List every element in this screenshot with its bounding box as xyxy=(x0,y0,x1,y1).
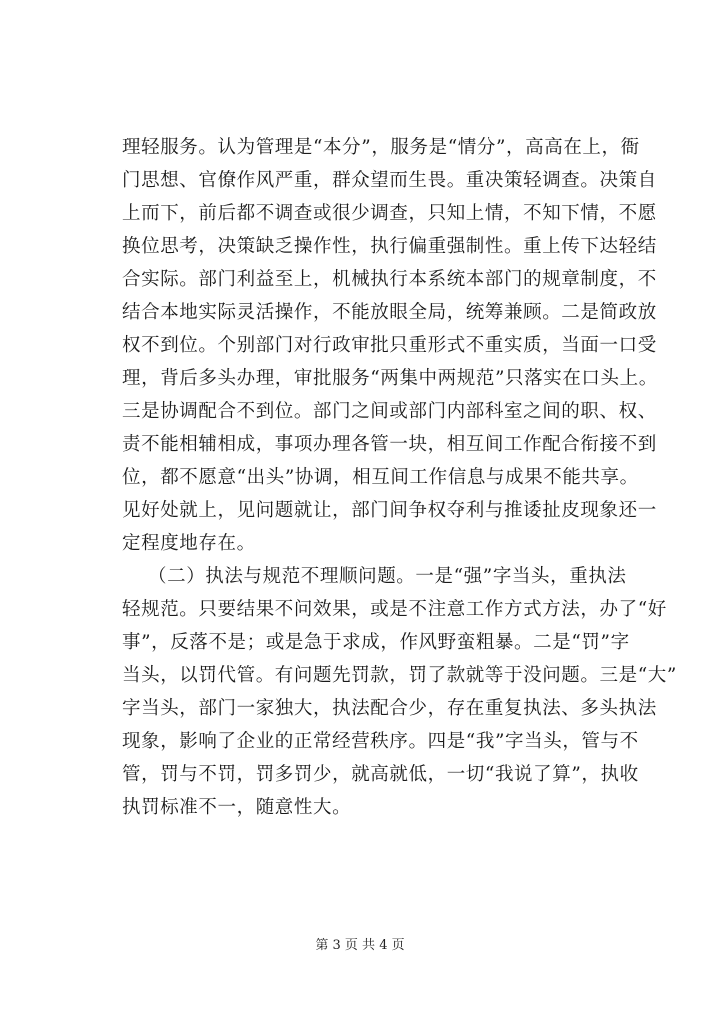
body-text xyxy=(122,131,677,824)
text-line: 上而下，前后都不调查或很少调查，只知上情，不知下情，不愿 xyxy=(122,203,657,224)
text-line: 三是协调配合不到位。部门之间或部门内部科室之间的职、权、 xyxy=(122,401,657,422)
text-line: 位，都不愿意“出头”协调，相互间工作信息与成果不能共享。 xyxy=(122,467,639,488)
text-line: 现象，影响了企业的正常经营秩序。四是“我”字当头，管与不 xyxy=(122,731,639,752)
text-line: 执罚标准不一，随意性大。 xyxy=(122,797,352,818)
text-line: 字当头，部门一家独大，执法配合少，存在重复执法、多头执法 xyxy=(122,698,657,719)
text-line: 当头，以罚代管。有问题先罚款，罚了款就等于没问题。三是“大” xyxy=(122,665,677,686)
text-line: 定程度地存在。 xyxy=(122,533,256,554)
text-line: 结合本地实际灵活操作，不能放眼全局，统筹兼顾。二是简政放 xyxy=(122,302,657,323)
text-line: 门思想、官僚作风严重，群众望而生畏。重决策轻调查。决策自 xyxy=(122,170,657,191)
text-line: 管，罚与不罚，罚多罚少，就高就低，一切“我说了算”，执收 xyxy=(122,764,639,785)
text-line: 见好处就上，见问题就让，部门间争权夺利与推诿扯皮现象还一 xyxy=(122,500,657,521)
text-line: 轻规范。只要结果不问效果，或是不注意工作方式方法，办了“好 xyxy=(122,599,667,620)
text-line: 责不能相辅相成，事项办理各管一块，相互间工作配合衔接不到 xyxy=(122,434,657,455)
text-line: 权不到位。个别部门对行政审批只重形式不重实质，当面一口受 xyxy=(122,335,657,356)
page-number-footer: 第 3 页 共 4 页 xyxy=(315,938,405,953)
text-line: 事”，反落不是；或是急于求成，作风野蛮粗暴。二是“罚”字 xyxy=(122,632,630,653)
text-line: 合实际。部门利益至上，机械执行本系统本部门的规章制度，不 xyxy=(122,269,657,290)
text-line: 理，背后多头办理，审批服务“两集中两规范”只落实在口头上。 xyxy=(122,368,658,389)
paragraph-heading: （二）执法与规范不理顺问题。一是“强”字当头，重执法 xyxy=(148,566,627,587)
text-line: 理轻服务。认为管理是“本分”，服务是“情分”，高高在上，衙 xyxy=(122,137,640,158)
text-line: 换位思考，决策缺乏操作性，执行偏重强制性。重上传下达轻结 xyxy=(122,236,657,257)
